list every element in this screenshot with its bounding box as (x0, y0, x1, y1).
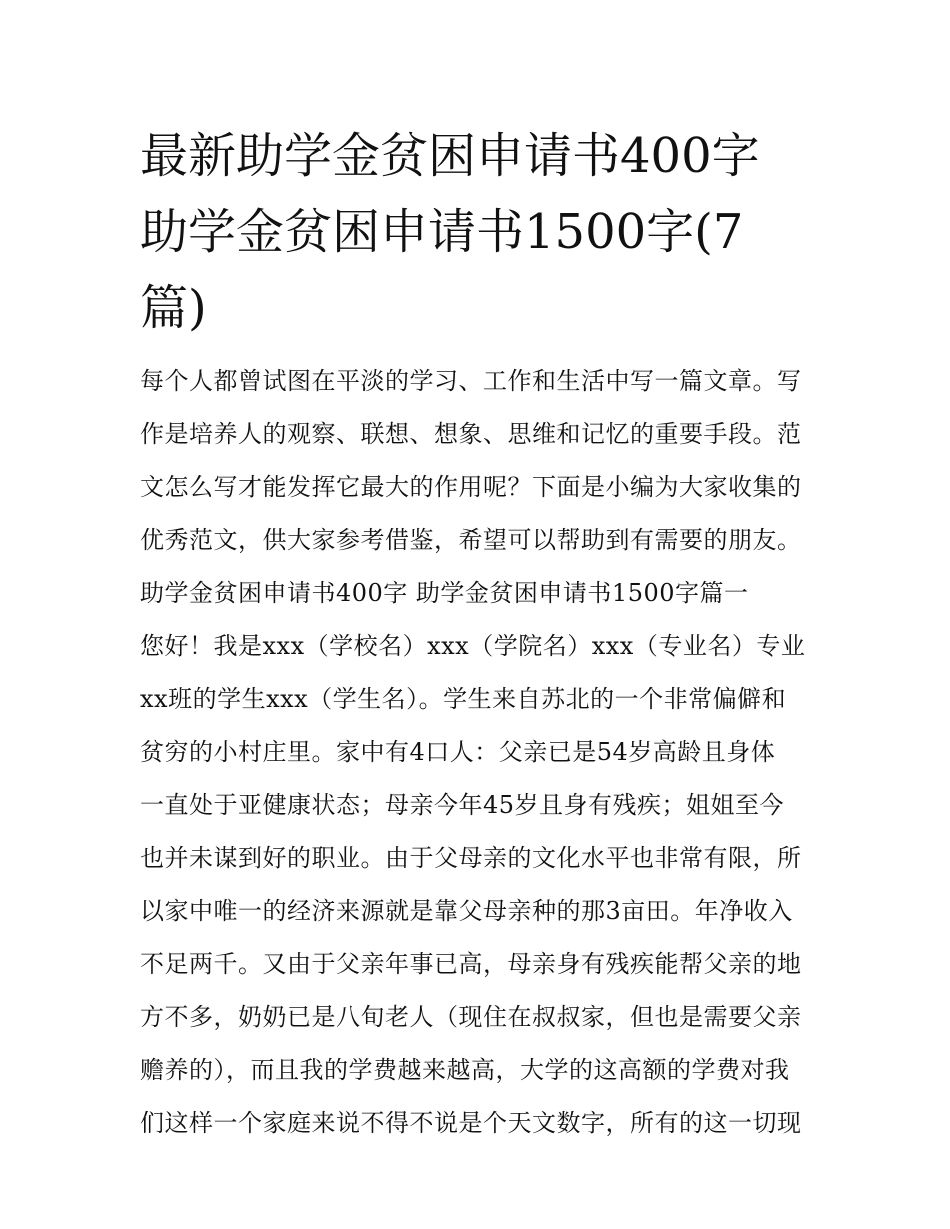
title-line-3: 篇) (140, 280, 207, 336)
body-line-8: 贫穷的小村庄里。家中有4口人：父亲已是54岁高龄且身体 (140, 738, 776, 766)
body-line-3: 文怎么写才能发挥它最大的作用呢？下面是小编为大家收集的 (140, 473, 802, 501)
body-line-10: 也并未谋到好的职业。由于父母亲的文化水平也非常有限，所 (140, 844, 802, 872)
body-line-12: 不足两千。又由于父亲年事已高，母亲身有残疾能帮父亲的地 (140, 950, 802, 978)
body-line-7: xx班的学生xxx（学生名）。学生来自苏北的一个非常偏僻和 (140, 685, 787, 713)
body-line-9: 一直处于亚健康状态；母亲今年45岁且身有残疾；姐姐至今 (140, 791, 785, 819)
title-line-1: 最新助学金贫困申请书400字 (140, 128, 760, 184)
section-heading: 助学金贫困申请书400字 助学金贫困申请书1500字篇一 (140, 579, 749, 607)
body-line-4: 优秀范文，供大家参考借鉴，希望可以帮助到有需要的朋友。 (140, 526, 802, 554)
page-title (140, 118, 820, 346)
body-line-6: 您好！我是xxx（学校名）xxx（学院名）xxx（专业名）专业 (140, 632, 806, 660)
body-line-13: 方不多，奶奶已是八旬老人（现住在叔叔家，但也是需要父亲 (140, 1003, 802, 1031)
body-line-15: 们这样一个家庭来说不得不说是个天文数字，所有的这一切现 (140, 1109, 802, 1137)
body-line-11: 以家中唯一的经济来源就是靠父母亲种的那3亩田。年净收入 (140, 897, 793, 925)
body-line-14: 赡养的），而且我的学费越来越高，大学的这高额的学费对我 (140, 1056, 790, 1084)
body-line-2: 作是培养人的观察、联想、想象、思维和记忆的重要手段。范 (140, 420, 802, 448)
body-line-1: 每个人都曾试图在平淡的学习、工作和生活中写一篇文章。写 (140, 367, 802, 395)
title-line-2: 助学金贫困申请书1500字(7 (140, 204, 744, 260)
